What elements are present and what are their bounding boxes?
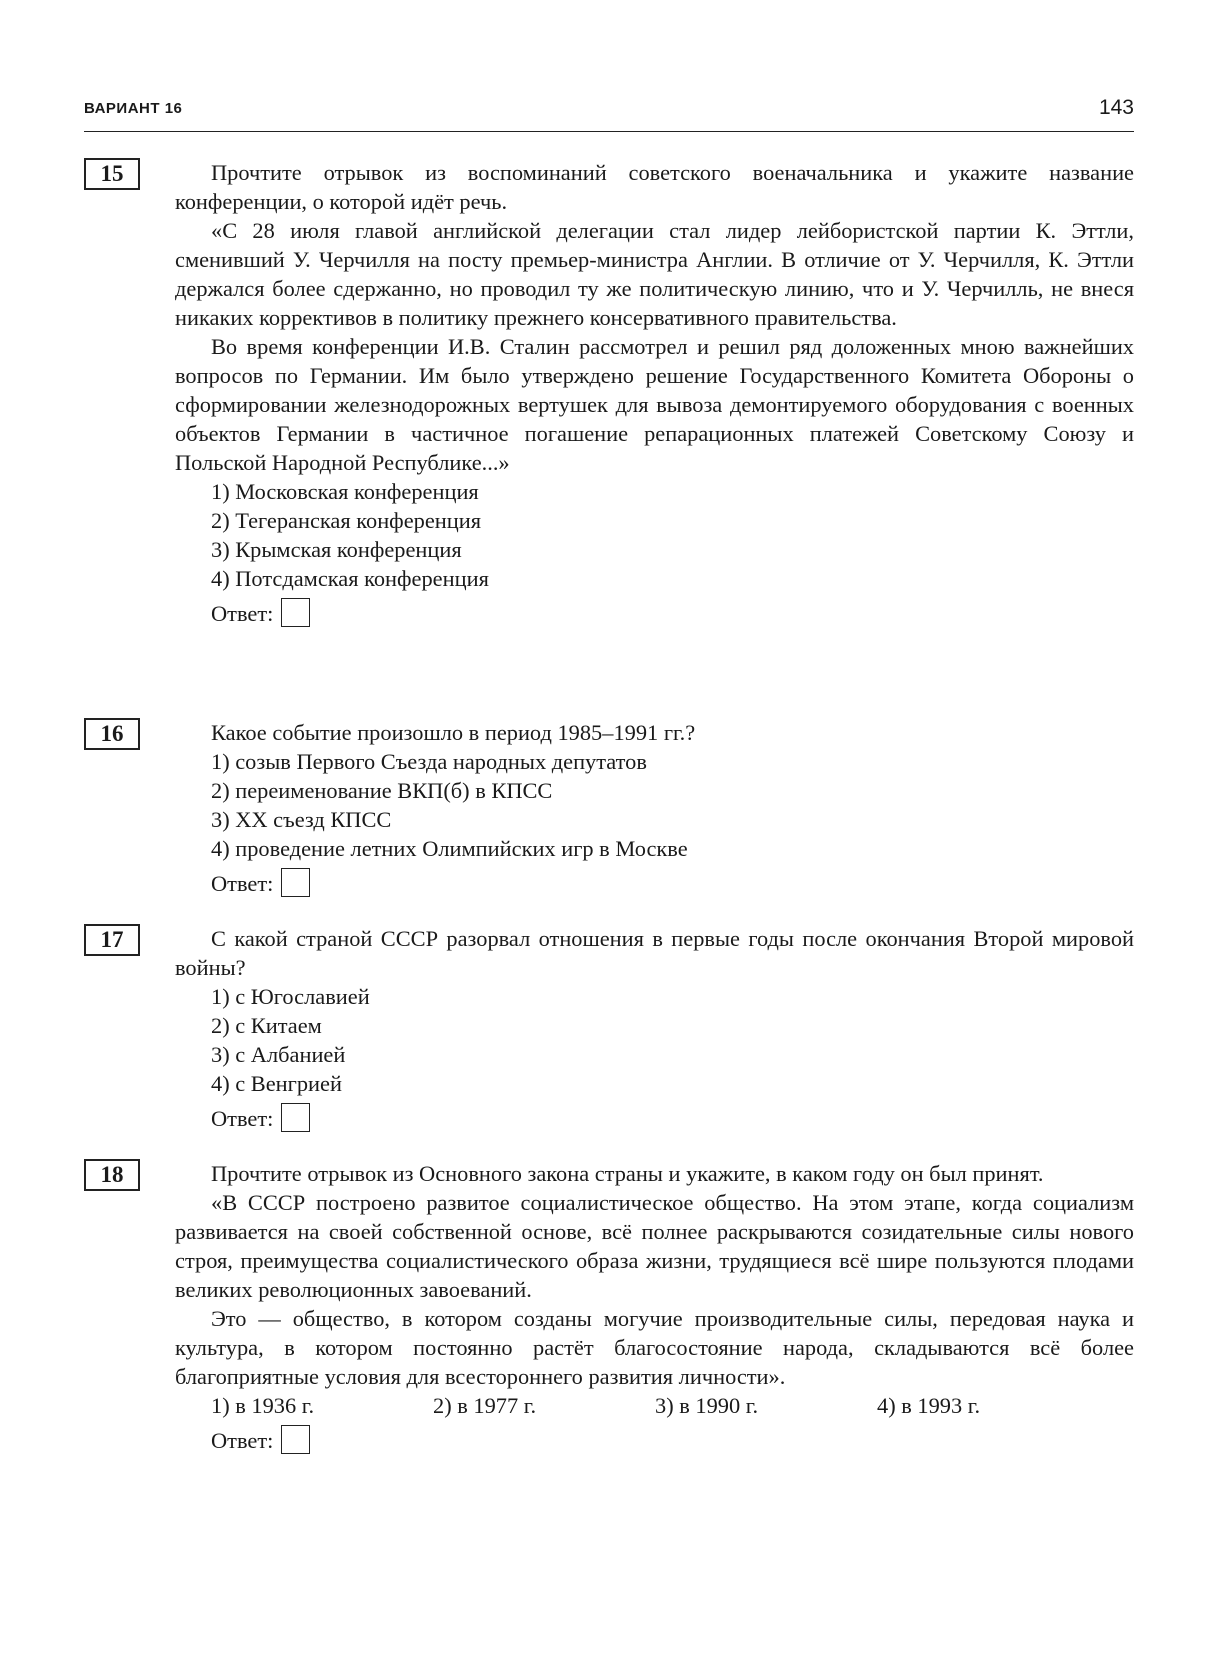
answer-option: 2) с Китаем — [211, 1013, 322, 1038]
page-number: 143 — [1098, 96, 1134, 119]
task-question: Прочтите отрывок из Основного закона страны и укажите, в каком году он был принят. — [211, 1161, 1044, 1186]
answer-option: 4) проведение летних Олимпийских игр в Москве — [211, 836, 688, 861]
answer-box[interactable] — [281, 1103, 310, 1132]
answer-option: 4) с Венгрией — [211, 1071, 342, 1096]
answer-option: 1) с Югославией — [211, 984, 370, 1009]
task-question: С какой страной СССР разорвал отношения в первые годы после окончания Второй мировой войны? — [175, 926, 1134, 980]
answer-option: 3) с Албанией — [211, 1042, 346, 1067]
task-17 — [84, 924, 1134, 1138]
answer-option: 2) Тегеранская конференция — [211, 508, 482, 533]
source-text-paragraph: «С 28 июля главой английской делегации стал лидер лейбористской партии К. Эттли, сменивший У. Черчилля на посту премьер-министра Англии. В отличие от У. Черчилля, К. Эттли держался более сдержанно, но проводил ту же политическую линию, что и У. Черчилль, не внеся никаких коррективов в политику прежнего консервативного правительства. — [175, 218, 1134, 330]
source-text-paragraph: «В СССР построено развитое социалистическое общество. На этом этапе, когда социализм развивается на своей собственной основе, всё полнее раскрываются созидательные силы нового строя, преимущества социалистического образа жизни, трудящиеся всё шире пользуются плодами великих революционных завоеваний. — [175, 1190, 1134, 1302]
task-body — [175, 158, 1134, 633]
answer-box[interactable] — [281, 868, 310, 897]
answer-option: 4) в 1993 г. — [877, 1393, 981, 1418]
task-number-box: 15 — [84, 158, 140, 190]
answer-option: 4) Потсдамская конференция — [211, 566, 489, 591]
answer-option: 1) в 1936 г. — [211, 1393, 315, 1418]
answer-row — [175, 599, 1134, 633]
answer-option: 1) Московская конференция — [211, 479, 479, 504]
task-question: Прочтите отрывок из воспоминаний советского военачальника и укажите название конференции, о которой идёт речь. — [175, 160, 1134, 214]
task-16 — [84, 718, 1134, 903]
answer-option: 3) XX съезд КПСС — [211, 807, 392, 832]
task-15 — [84, 158, 1134, 633]
variant-label: ВАРИАНТ 16 — [84, 100, 183, 117]
answer-label: Ответ: — [211, 871, 274, 896]
answer-option: 1) созыв Первого Съезда народных депутатов — [211, 749, 647, 774]
task-number-box: 17 — [84, 924, 140, 956]
answer-box[interactable] — [281, 1425, 310, 1454]
answer-row — [175, 869, 1134, 903]
task-number-box: 18 — [84, 1159, 140, 1191]
answer-option: 3) Крымская конференция — [211, 537, 462, 562]
answer-label: Ответ: — [211, 1428, 274, 1453]
answer-options — [175, 982, 1134, 1098]
answer-box[interactable] — [281, 598, 310, 627]
answer-row — [175, 1104, 1134, 1138]
task-18 — [84, 1159, 1134, 1460]
answer-label: Ответ: — [211, 1106, 274, 1131]
task-body — [175, 1159, 1134, 1460]
answer-row — [175, 1426, 1134, 1460]
answer-options — [175, 747, 1134, 863]
header-divider — [84, 131, 1134, 132]
task-body — [175, 718, 1134, 903]
source-text-paragraph: Во время конференции И.В. Сталин рассмотрел и решил ряд доложенных мною важнейших вопросов по Германии. Им было утверждено решение Государственного Комитета Обороны о сформировании железнодорожных вертушек для вывоза демонтируемого оборудования с военных объектов Германии в частичное погашение репарационных платежей Советскому Союзу и Польской Народной Республике...» — [175, 334, 1134, 475]
source-text-paragraph: Это — общество, в котором созданы могучие производительные силы, передовая наука и культура, в котором постоянно растёт благосостояние народа, складываются всё более благоприятные условия для всестороннего развития личности». — [175, 1306, 1134, 1389]
task-question: Какое событие произошло в период 1985–1991 гг.? — [211, 720, 696, 745]
answer-option: 3) в 1990 г. — [655, 1393, 759, 1418]
answer-options — [175, 1391, 1134, 1420]
answer-label: Ответ: — [211, 601, 274, 626]
answer-option: 2) переименование ВКП(б) в КПСС — [211, 778, 553, 803]
answer-options — [175, 477, 1134, 593]
answer-option: 2) в 1977 г. — [433, 1393, 537, 1418]
task-number-box: 16 — [84, 718, 140, 750]
task-body — [175, 924, 1134, 1138]
running-head — [84, 96, 1134, 124]
